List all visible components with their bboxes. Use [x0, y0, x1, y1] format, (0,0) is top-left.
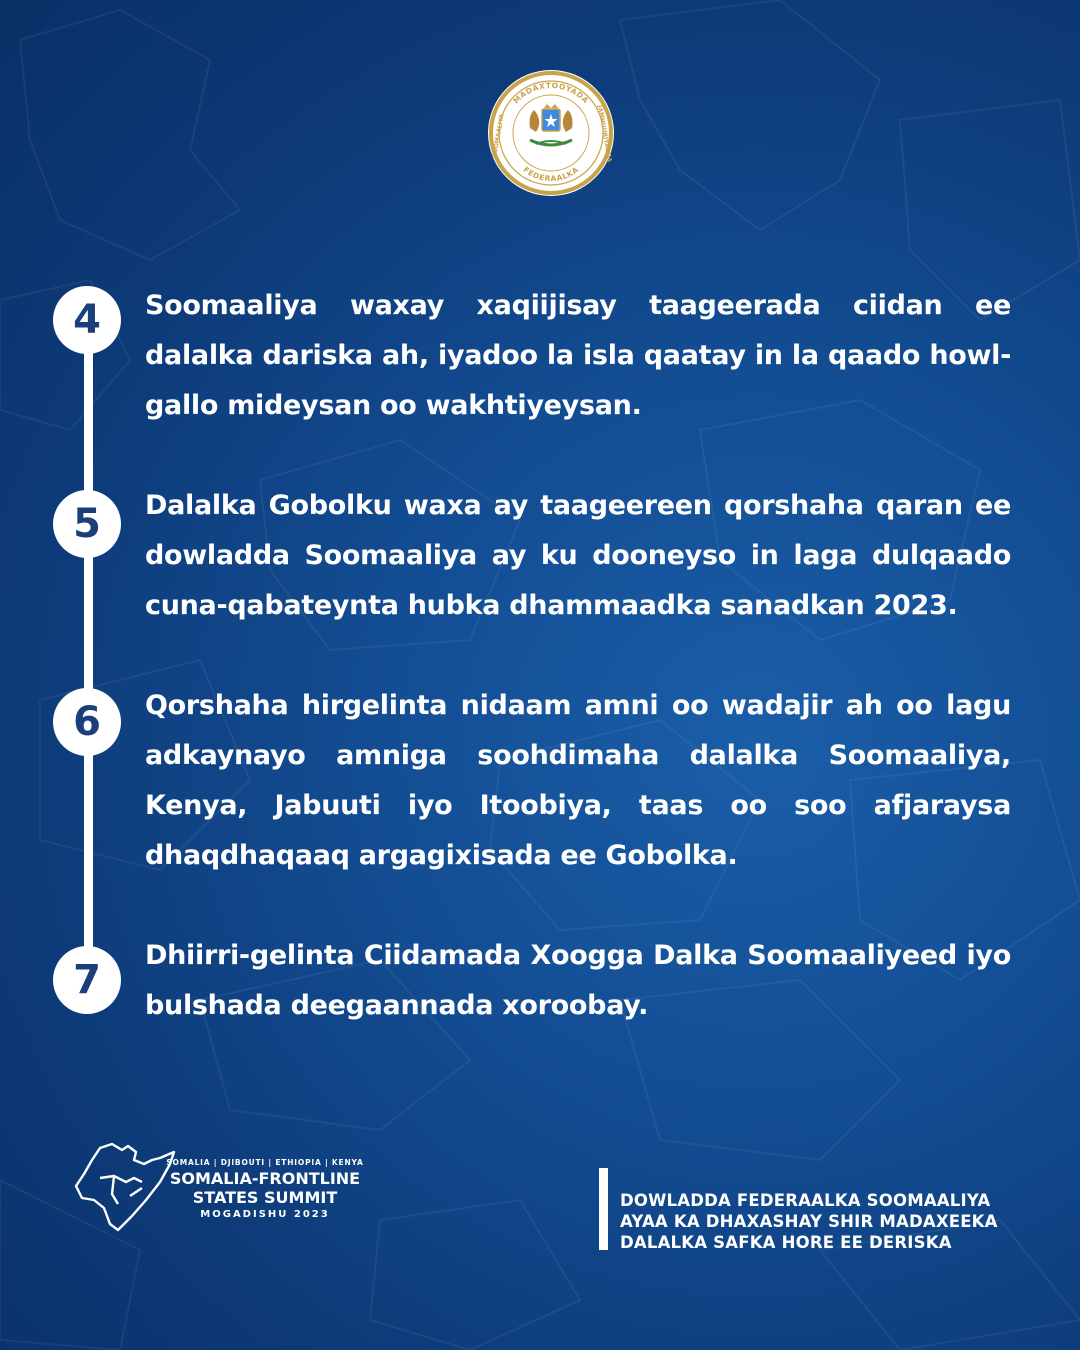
seal-text-top: MADAXTOOYADA — [511, 80, 591, 106]
footer-line-2: AYAA KA DHAXASHAY SHIR MADAXEEKA — [620, 1212, 998, 1231]
seal-text-bottom: FEDERAALKA — [521, 164, 581, 184]
step-text: Dhiirri-gelinta Ciidamada Xoogga Dalka Soomaaliyeed iyo bulshada deegaannada xoroobay. — [145, 940, 1011, 1021]
timeline-line — [84, 318, 93, 978]
step-number-badge: 6 — [53, 688, 121, 756]
footer-caption — [620, 1190, 1040, 1253]
presidency-seal — [486, 68, 616, 198]
footer-line-1: DOWLADDA FEDERAALKA SOOMAALIYA — [620, 1191, 991, 1210]
summit-title-line1: SOMALIA-FRONTLINE — [169, 1169, 361, 1188]
step-number-badge: 4 — [53, 286, 121, 354]
seal-text-left: SOOMAALIYA — [491, 113, 506, 159]
step-number-badge: 5 — [53, 490, 121, 558]
seal-text-right: JAMHUURIYADDA — [596, 104, 613, 163]
summit-place: MOGADISHU 2023 — [200, 1209, 330, 1220]
summit-countries: SOMALIA | DJIBOUTI | ETHIOPIA | KENYA — [166, 1158, 364, 1167]
summit-title-line2: STATES SUMMIT — [192, 1188, 338, 1207]
step-text: Soomaaliya waxay xaqiijisay taageerada ciidan ee dalalka dariska ah, iyadoo la isla qaatay in la qaado howl-gallo mideysan oo wakhtiyeysan. — [145, 290, 1011, 421]
step-text: Dalalka Gobolku waxa ay taageereen qorshaha qaran ee dowladda Soomaaliya ay ku dooneyso in laga dulqaado cuna-qabateynta hubka dhammaadka sanadkan 2023. — [145, 490, 1011, 621]
step-text: Qorshaha hirgelinta nidaam amni oo wadajir ah oo lagu adkaynayo amniga soohdimaha dalalka Soomaaliya, Kenya, Jabuuti iyo Itoobiya, taas oo soo afjaraysa dhaqdhaqaaq argagixisada ee Gobolka. — [145, 690, 1011, 871]
footer-divider — [599, 1168, 608, 1250]
footer-line-3: DALALKA SAFKA HORE EE DERISKA — [620, 1233, 952, 1252]
step-number-badge: 7 — [53, 946, 121, 1014]
summit-logo — [160, 1158, 370, 1220]
